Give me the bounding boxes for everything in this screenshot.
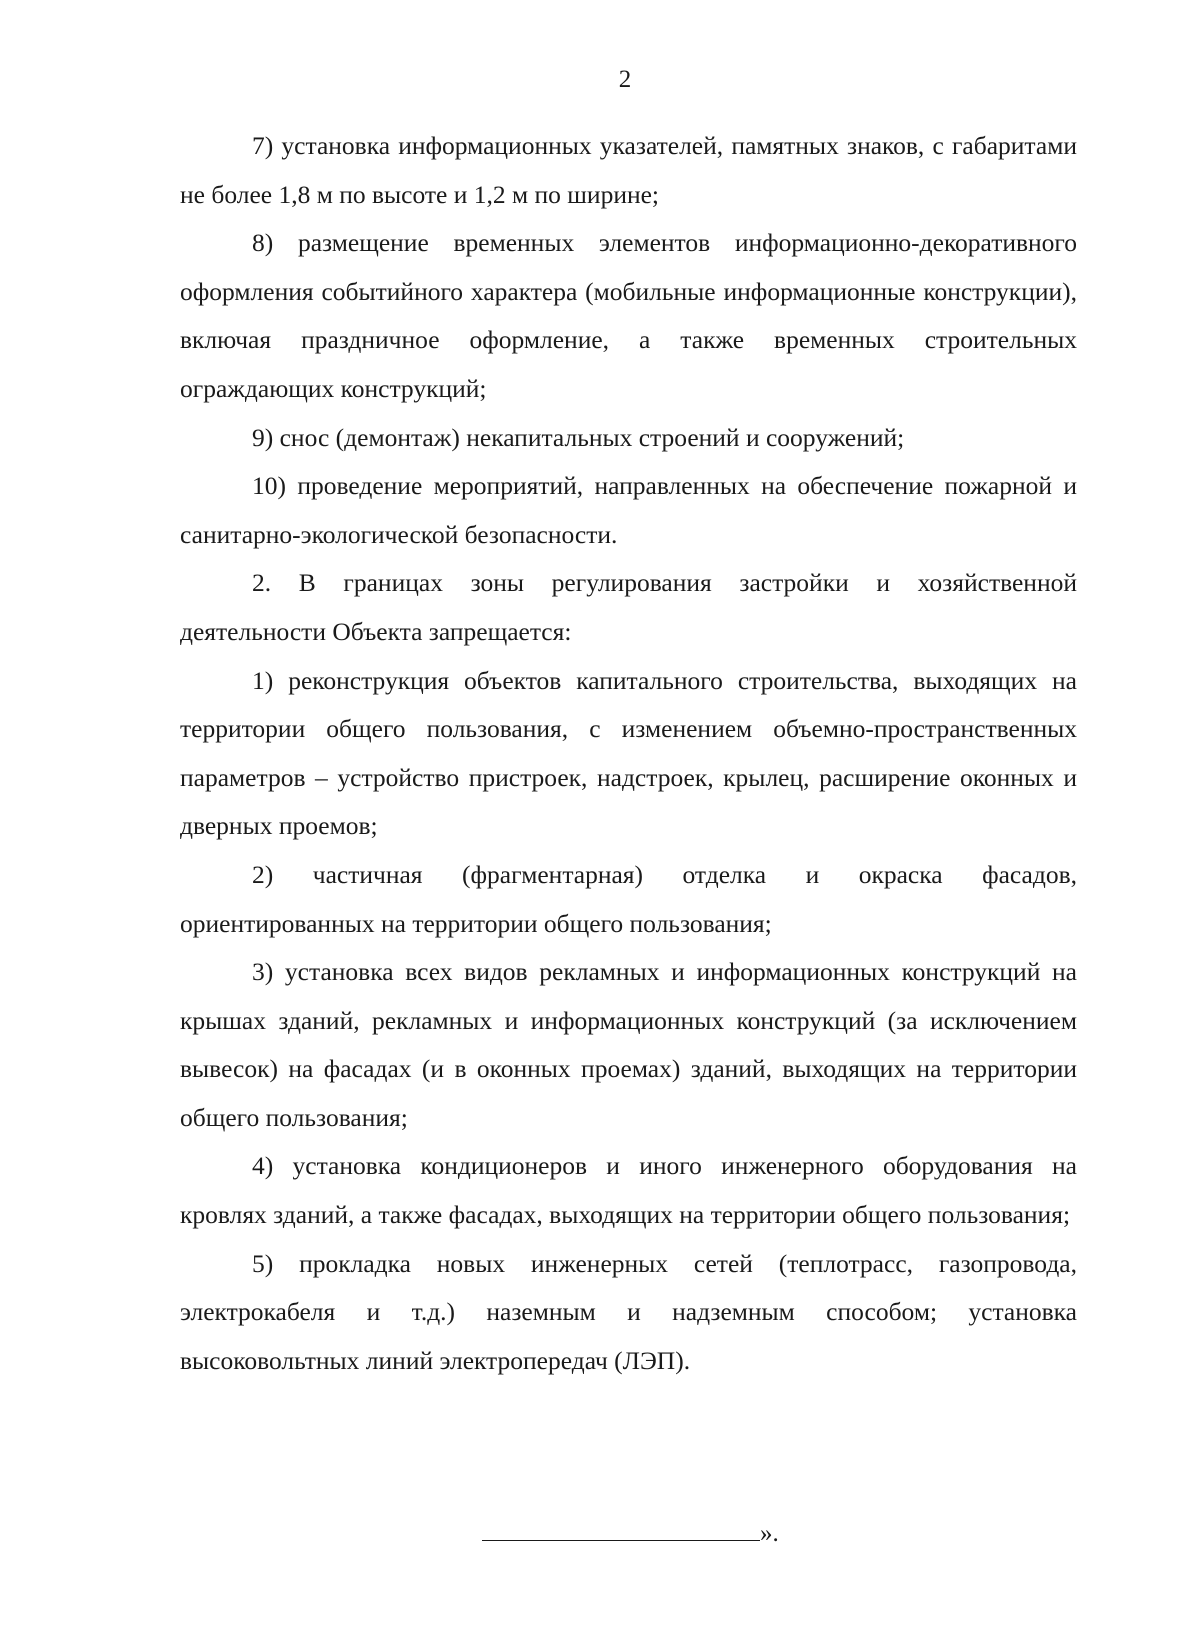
paragraph-prohibited-3: 3) установка всех видов рекламных и информационных конструкций на крышах зданий, рекламных и информационных конструкций (за исключением вывесок) на фасадах (и в оконных проемах) зданий, выходящих на территории общего пользования;: [180, 957, 1077, 1132]
paragraph-prohibited-2: 2) частичная (фрагментарная) отделка и окраска фасадов, ориентированных на территории общего пользования;: [180, 859, 1077, 938]
paragraph-section-2: 2. В границах зоны регулирования застройки и хозяйственной деятельности Объекта запрещается:: [180, 568, 1077, 646]
closing-line: [482, 1518, 779, 1548]
closing-quote-mark: ».: [760, 1520, 779, 1547]
document-body: [180, 122, 1077, 1385]
signature-underline: [482, 1518, 760, 1541]
paragraph-item-10: 10) проведение мероприятий, направленных на обеспечение пожарной и санитарно-экологической безопасности.: [180, 471, 1077, 549]
page-number: 2: [618, 66, 632, 93]
paragraph-item-9: 9) снос (демонтаж) некапитальных строений и сооружений;: [252, 422, 905, 452]
paragraph-item-7: 7) установка информационных указателей, памятных знаков, с габаритами не более 1,8 м по высоте и 1,2 м по ширине;: [180, 131, 1077, 209]
paragraph-item-8: 8) размещение временных элементов информационно-декоративного оформления событийного характера (мобильные информационные конструкции), включая праздничное оформление, а также временных строительных ограждающих конструкций;: [180, 228, 1077, 403]
paragraph-prohibited-1: 1) реконструкция объектов капитального строительства, выходящих на территории общего пользования, с изменением объемно-пространственных параметров – устройство пристроек, надстроек, крылец, расширение оконных и дверных проемов;: [180, 665, 1077, 841]
paragraph-prohibited-5: 5) прокладка новых инженерных сетей (теплотрасс, газопровода, электрокабеля и т.д.) наземным и надземным способом; установка высоковольтных линий электропередач (ЛЭП).: [180, 1248, 1077, 1375]
paragraph-prohibited-4: 4) установка кондиционеров и иного инженерного оборудования на кровлях зданий, а также фасадах, выходящих на территории общего пользования;: [180, 1151, 1077, 1230]
